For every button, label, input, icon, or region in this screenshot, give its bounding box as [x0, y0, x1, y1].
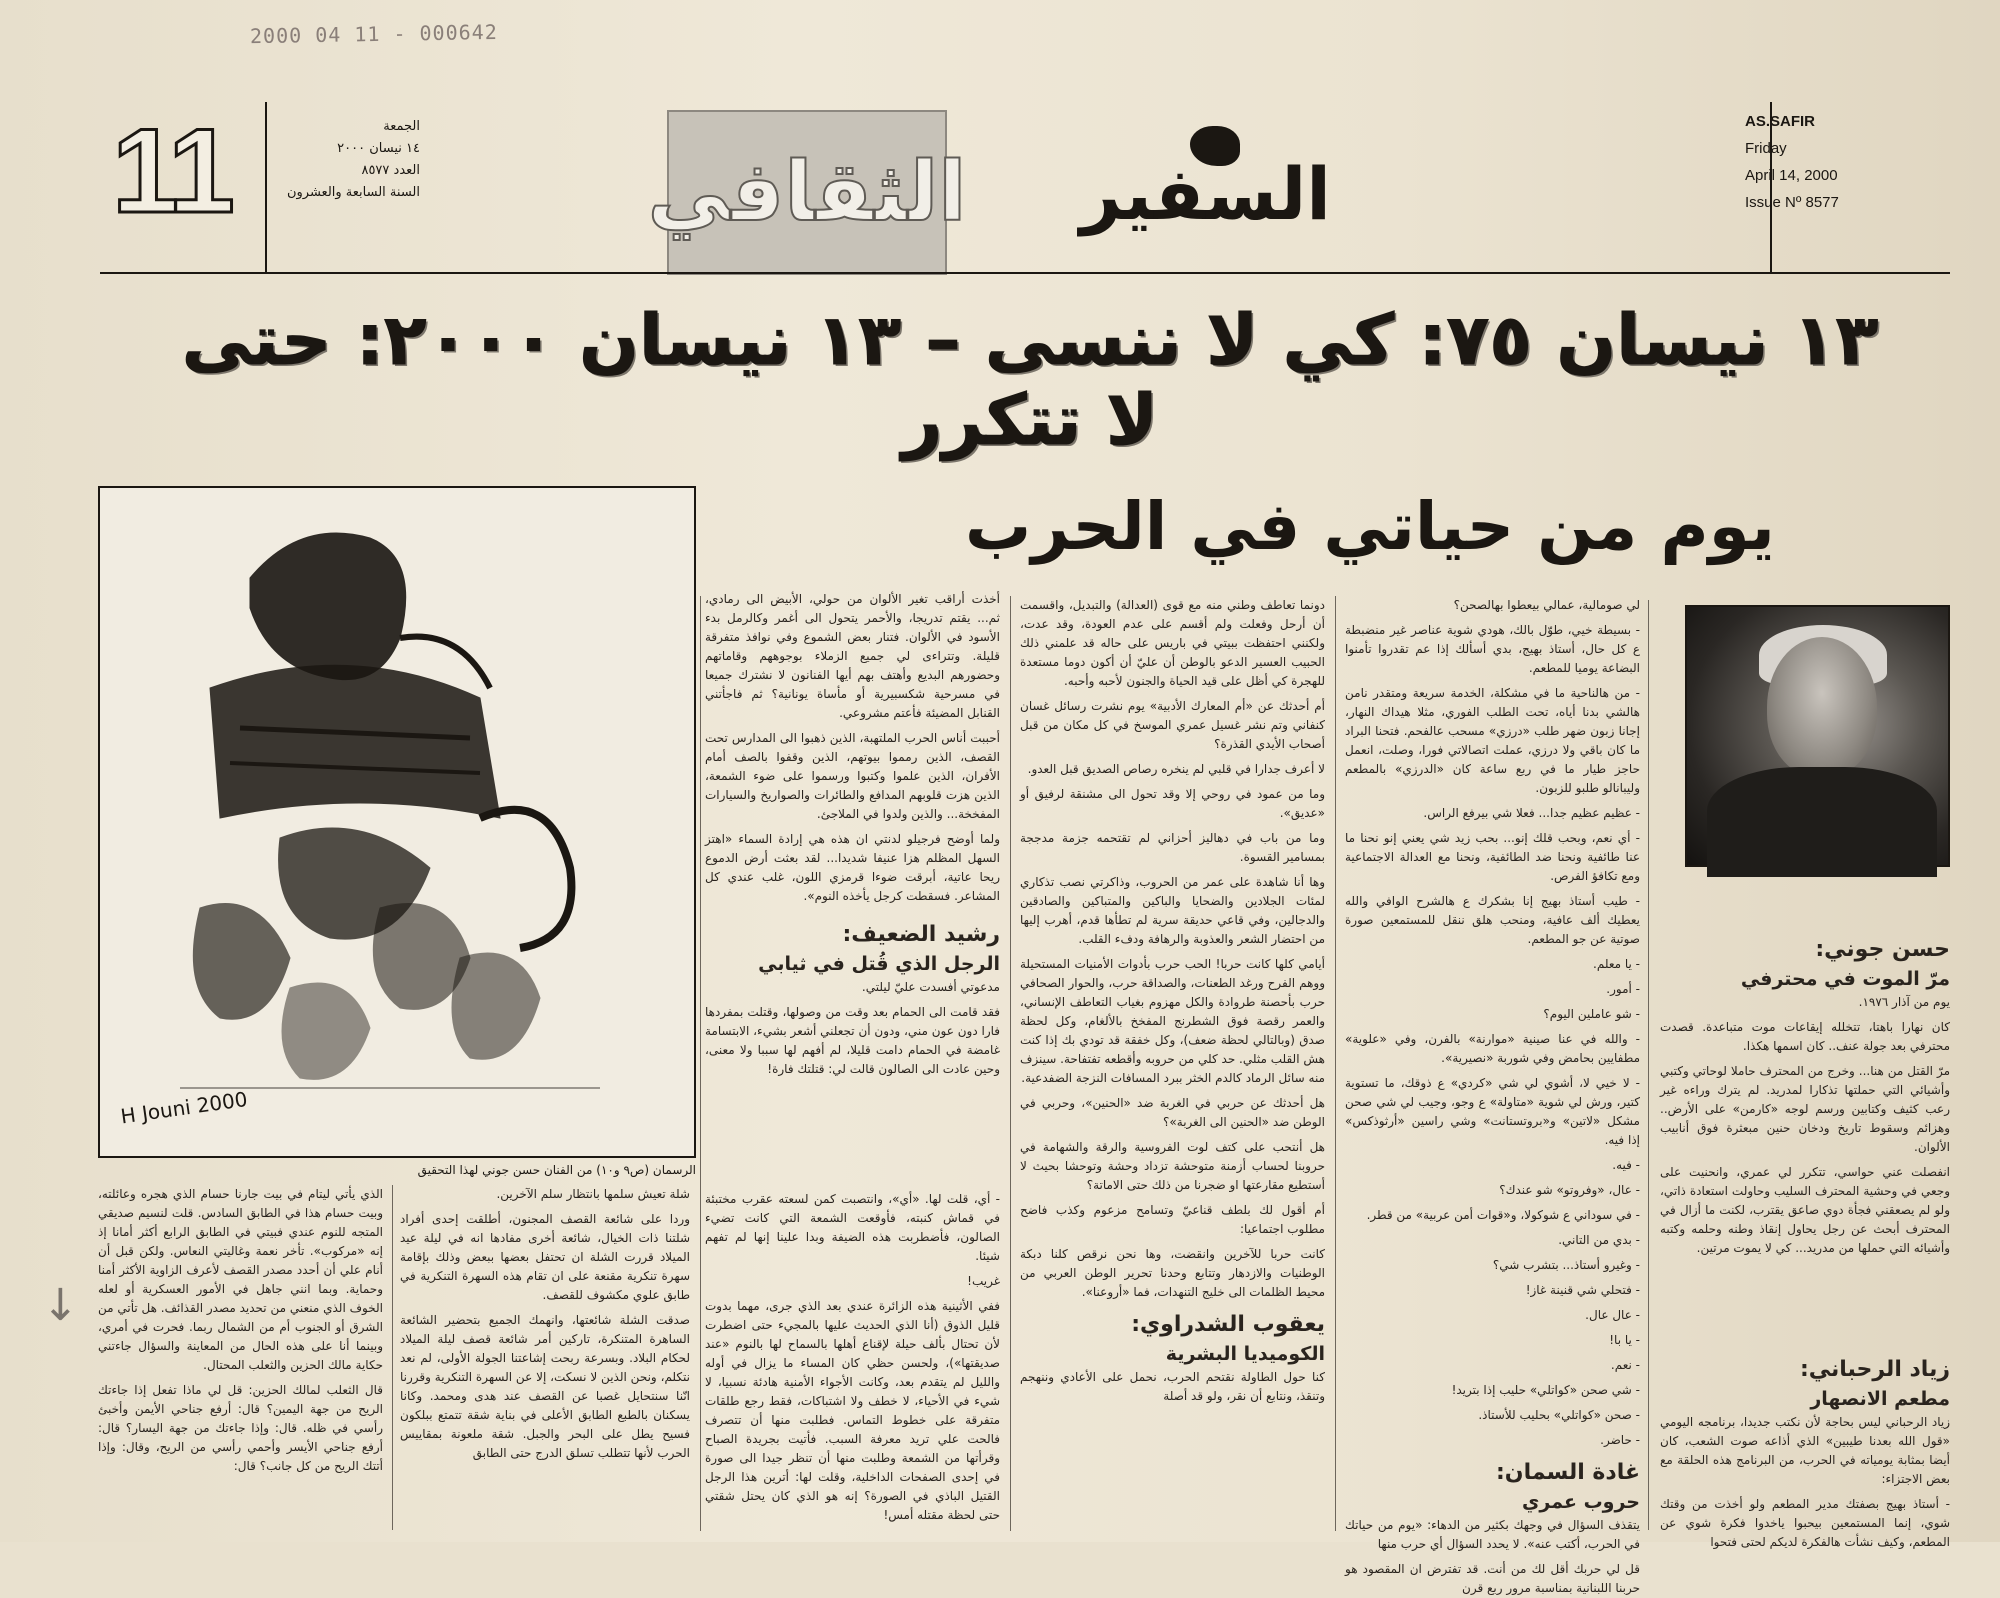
column-rule — [700, 596, 701, 1531]
paragraph: لا أعرف جدارا في قلبي لم ينخره رصاص الصديق قبل العدو. — [1027, 762, 1325, 776]
ink-drawing — [100, 488, 694, 1156]
paragraph: - شو عاملين اليوم؟ — [1543, 1007, 1640, 1021]
arabic-date-block — [280, 116, 420, 204]
paragraph: قال الثعلب لمالك الحزين: قل لي ماذا تفعل إذا جاءتك الريح من جهة اليمين؟ قال: أرفع جناحي الأيمن وأخبئ رأسي في ظله. قال: وإذا جاءتك من جهة اليسار؟ قال: أرفع جناحي الأيسر وأحمي رأسي من الريح، وقال: وإذا أتتك الريح من كل جانب؟ قال: — [98, 1383, 383, 1473]
paragraph: هل أنتحب على كتف لوت الفروسية والرقة والشهامة في حروبنا لحساب أزمنة متوحشة تزداد وحشة وتوحشا بحيث لا أستطيع مقارعتها او ضجرنا من ذلك حتى الاماتة؟ — [1020, 1140, 1325, 1192]
divider — [265, 102, 267, 272]
paragraph: مدعوتي أفسدت عليّ ليلتي. — [861, 980, 1000, 994]
english-day: Friday — [1745, 140, 1787, 157]
paragraph: - والله في عنا صينية «موارنة» بالفرن، وفي «علوية» مطفايين بحامض وفي شوربة «نصيرية». — [1345, 1032, 1640, 1065]
main-headline: ١٣ نيسان ٧٥: كي لا ننسى – ١٣ نيسان ٢٠٠٠: حتى لا تتكرر — [181, 299, 1879, 461]
paragraph: وما من باب في دهاليز أحزاني لم تقتحمه جزمة مدججة بمسامير القسوة. — [1020, 831, 1325, 864]
masthead-rule — [100, 272, 1950, 274]
paragraph: - بسيطة خيي، طوّل بالك، هودي شوية عناصر غير منضبطة ع كل حال، أستاذ بهيج، بدي أسألك إذا عم تقدروا تأمنوا البضاعة يوميا للمطعم. — [1345, 623, 1640, 675]
english-date-block — [1745, 108, 1895, 216]
paragraph: - أي، قلت لها. «أي»، وانتصبت كمن لسعته عقرب مختبئة في قماش كنبته، فأوقعت الشمعة التي كانت تضيء الصالون، فأضطربت هذه الضيفة وبدا علينا إنها لم تفهم شيئا. — [705, 1192, 1000, 1263]
paragraph: لي صومالية، عمالي بيعطوا بهالصحن؟ — [1453, 598, 1640, 612]
paragraph: وها أنا شاهدة على عمر من الحروب، وذاكرتي نصب تذكاري لمئات الجلادين والضحايا والباكين والمتباكين والصادقين والدجالين، وفي قاعي حديقة سرية لم تطأها قدم، أهرب إليها من احتضار الشعر والعذوبة والرهافة ودفء القلب. — [1020, 875, 1325, 946]
paragraph: وما من عمود في روحي إلا وقد تحول الى مشنقة لرفيق أو «عديق». — [1020, 787, 1325, 820]
paragraph: - عال عال. — [1585, 1308, 1640, 1322]
handwritten-archive-note: 2000 04 11 - 000642 — [249, 19, 498, 49]
paragraph: يوم من آذار ١٩٧٦. — [1858, 995, 1950, 1009]
arabic-day: الجمعة — [383, 119, 420, 134]
paragraph: أيامي كلها كانت حربا! الحب حرب بأدوات الأمنيات المستحيلة ووهم الفرح ورغد الطعنات، والصداقة حرب، والحوار الصحافي حرب بأحصنة طروادة والكل مهزوم بغياب التعاطف الإنساني، والعمر رقصة فوق الشطرنج المفخخ بالألغام، وكل لحظة صدق (وبالتالي لحظة ضعف)، وكل خفقة قد تودي بك إذا كنت هش القلب مثلي. حد كلي من حروبه وأقطعه تفتفاحة. سينزف منه سائل الرماد كالدم الخثر ببرد المسافات النزجة الضفدعية. — [1020, 957, 1325, 1085]
section-logo — [647, 110, 967, 275]
section-logo-text: الثقافي — [647, 145, 967, 240]
paragraph: - أي نعم، وبحب قلك إنو... بحب زيد شي يعني إنو نحنا ما عنا طائفية ونحنا ضد الطائفية، ونحنا مع العدالة الاجتماعية ومع تكافؤ الفرص. — [1345, 831, 1640, 883]
author-name: حسن جوني: — [1815, 937, 1950, 962]
paragraph: - صحن «كواتلي» بحليب للأستاذ. — [1478, 1408, 1640, 1422]
paragraph: أم أقول لك بلطف قناعيّ وتسامح مزعوم وكذب فاضح مطلوب اجتماعيا: — [1020, 1203, 1325, 1236]
author-name: رشيد الضعيف: — [842, 922, 1000, 947]
paragraph: صدقت الشلة شائعتها، وانهمك الجميع بتحضير الشائعة الساهرة المتنكرة، تاركين أمر شائعة قصف ليلة الميلاد لحكام البلاد. وبسرعة ربحت إشاعتنا الجولة الأولى، لم نعد نتكلم، ونحن الذين لا نسكت، إلا عن السهرة التنكرية وقررنا انّنا سنتحايل غصبا عن القصف عند هدى ومحمد. وكانا يسكنان بالطبع الطابق الأعلى في بناية شقة تتمتع ببلكون فسيح يطل على البحر والجبل. شقة ملعونة بمقاييس الحرب لأنها تتطلب تسلق الدرج حتى الطابق — [400, 1313, 690, 1460]
paragraph: قل لي حربك أقل لك من أنت. قد تفترض ان المقصود هو حربنا اللبنانية بمناسبة مرور ربع قرن — [1345, 1562, 1640, 1595]
paragraph: - نعم. — [1610, 1358, 1640, 1372]
article-title: حروب عمري — [1522, 1491, 1640, 1513]
paragraph: كان نهارا باهتا، تتخلله إيقاعات موت متباعدة. قصدت محترفي بعد جولة عنف.. كان اسمها هكذا. — [1660, 1020, 1950, 1053]
paragraph: ففي الأثينية هذه الزائرة عندي بعد الذي جرى، مهما بدوت قليل الذوق (أنا الذي الحديث عليها بالمجيء حتى اضطرت لأن تحتال بألف حيلة لإقناع أهلها بالسماح لها بالنوم «عند صديقتها»)، ولحسن حظي كان المساء ما يزال في أوله والليل لم يتقدم بعد، وكانت الأجواء الأمنية هادئة نسبيا، لا شيء في الأحياء، لا خطف ولا اشتباكات، فقط رجع طلقات متفرقة على خطوط التماس. فطلبت منها أن تتصرف فالحت علي تريد معرفة السبب. فأتيت بجريدة الصباح وقرأتها من الشمعة وطلبت منها أن تنظر جيدا الى صورة في إحدى الصفحات الداخلية، وقلت لها: أترين هذا الرجل القتيل الباذي في الصورة؟ إنه هو الذي كان يحتل شقتي حتى لحظة مقتله أمس! — [705, 1299, 1000, 1522]
paragraph: وردا على شائعة القصف المجنون، أطلقت إحدى أفراد شلتنا ذات الخيال، شائعة أخرى مفادها انه في ليلة عيد الميلاد قررت الشلة ان تحتفل بعضها ببعض وذلك بإقامة سهرة تنكرية مقنعة على ان تقام هذه السهرة التنكرية في طابق علوي مكشوف للقصف. — [400, 1212, 690, 1302]
column-rule — [392, 1185, 393, 1530]
paragraph: - عال، «وفروتو» شو عندك؟ — [1499, 1183, 1640, 1197]
paragraph: - من هالناحية ما في مشكلة، الخدمة سريعة ومتقدر نامن هالشي بدنا أياه، تحت الطلب الفوري، مثلا هيداك النهار، إجانا زبون ضهر طلب «درزي» مسحب عالفحم. فتحنا البراد ما كان باقي ولا درزي، عملت اتصالاتي فورا، وصلت، انعمل حاجز طيار ما في ربع ساعة كان «الدرزي» بالمطعم وليبانالو طلبو للزبون. — [1345, 686, 1640, 795]
article-ziad — [1660, 1355, 1950, 1549]
english-date: April 14, 2000 — [1745, 167, 1838, 184]
paragraph: - بدي من التاني. — [1558, 1233, 1640, 1247]
brand-name-english: AS.SAFIR — [1745, 113, 1816, 130]
paragraph: غريب! — [967, 1274, 1000, 1288]
column-rule — [1010, 596, 1011, 1531]
paragraph: مرّ القتل من هنا... وخرج من المحترف حاملا لوحاتي وكتبي وأشيائي التي حملتها تذكارا لمدريد. لم يترك وراءه غير رعب كثيف وكتابين ورسم لوجه «كارمن» على الأرض.. وهزائم وسقوط تاريخ ودخان حنين مبعثرة فوق أنابيب الألوان. — [1660, 1064, 1950, 1154]
article-title: مطعم الانصهار — [1810, 1388, 1950, 1410]
paragraph: - عظيم عظيم جدا... فعلا شي بيرفع الراس. — [1423, 806, 1640, 820]
page-number: 11 — [112, 104, 231, 238]
article-title: مرّ الموت في محترفي — [1740, 968, 1950, 990]
arabic-date: ١٤ نيسان ٢٠٠٠ — [337, 141, 420, 156]
article-left-column — [400, 1185, 690, 1530]
handwritten-arrow-icon: ↓ — [42, 1280, 79, 1331]
english-issue: Issue Nº 8577 — [1745, 194, 1839, 211]
paragraph: كنا حول الطاولة نقتحم الحرب، نحمل على الأعادي وننهجم وتنقذ، ونتابع أن نقر، ولو قد أصلة — [1020, 1370, 1325, 1403]
sub-headline: يوم من حياتي في الحرب — [965, 488, 1775, 565]
paragraph: انفصلت عني حواسي، تتكرر لي عمري، وانحنيت على وجعي في وحشية المحترف السليب وحاولت استعادة ذاتي، ولو لم يصعقني فجأة دوي صاعق يقترب، لكنت ما أزال في المحترف أبحث عن رجل يحاول إنقاذ وطنه وحلمه وكتبه وأشيائه التي حملها من مدريد... كي لا يموت مرتين. — [1660, 1165, 1950, 1255]
arabic-year: السنة السابعة والعشرون — [286, 185, 420, 200]
paragraph: - شي صحن «كواتلي» حليب إذا بتريد! — [1451, 1383, 1640, 1397]
article-title: الرجل الذي قُتل في ثيابي — [758, 953, 1000, 975]
author-name: يعقوب الشدراوي: — [1131, 1312, 1325, 1337]
paragraph: - أستاذ بهيج بصفتك مدير المطعم ولو أخذت من وقتك شوي، إنما المستمعين بيحبوا ياخدوا فكرة شوي عن المطعم، وكيف نشأت هالفكرة لديكم لحتى فتحوا — [1660, 1497, 1950, 1549]
paragraph: كانت حربا للآخرين وانقضت، وها نحن نرقص كلنا دبكة الوطنيات والازدهار وتتابع وحدنا تحرير الوطن العربي من محيط الظلمات الى خليج التنهدات، فما «أروعنا». — [1020, 1247, 1325, 1299]
paragraph: يتقذف السؤال في وجهك بكثير من الدهاء: «يوم من حياتك في الحرب، أكتب عنه». لا يحدد السؤال أي حرب منها — [1345, 1518, 1640, 1551]
arabic-issue: العدد ٨٥٧٧ — [361, 163, 420, 178]
paragraph: - فيه. — [1612, 1158, 1640, 1172]
article-far-left-column — [98, 1185, 383, 1530]
article-rashid-continued — [705, 1190, 1000, 1530]
paragraph: زياد الرحباني ليس بحاجة لأن نكتب جديدا، برنامجه اليومي «قول الله بعدنا طيبين» الذي أذاعه صوت الشعب، كان أيضا بمثابة يومياته في الحرب، من البرنامج هذه الحلقة مع بعض الاجتزاء: — [1660, 1415, 1950, 1486]
article-dialogue-column — [1345, 596, 1640, 1595]
author-name: زياد الرحباني: — [1799, 1357, 1950, 1382]
author-photo — [1685, 605, 1950, 867]
paragraph: - يا با! — [1609, 1333, 1640, 1347]
brand-name-arabic: السفير — [1080, 152, 1331, 236]
column-rule — [1648, 600, 1649, 1530]
paragraph: - طيب أستاذ بهيج إنا بشكرك ع هالشرح الوافي والله يعطيك ألف عافية، ومنحب هلق ننقل للمستمعين صورة صوتية عن جو المطعم. — [1345, 894, 1640, 946]
author-name: غادة السمان: — [1496, 1460, 1640, 1485]
paragraph: - وغيرو أستاذ... بتشرب شي؟ — [1492, 1258, 1640, 1272]
photo-face — [1767, 637, 1877, 777]
artist-signature: H Jouni 2000 — [119, 1086, 249, 1129]
paragraph: - في سوداني ع شوكولا، و«قوات أمن عربية» من قطر. — [1366, 1208, 1640, 1222]
paragraph: أخذت أراقب تغير الألوان من حولي، الأبيض الى رمادي، ثم... يقتم تدريجا، والأحمر يتحول الى أغمر وكالرمل بدء الأسود في الألوان. فتنار بعض الشموع وفي نوافذ متفرقة قليلة. وتتراءى لي جميع الزملاء بوجوههم وقاماتهم وحضورهم البديع وأهتف بهم أيها الفنانون لا نشترك جميعا في مسرحية شكسبيرية أو مأساة يونانية؟ ثم فاجأتني القنابل المضيئة فأعتم مشروعي. — [705, 592, 1000, 720]
artwork-illustration — [98, 486, 696, 1158]
paragraph: - حاضر. — [1600, 1433, 1640, 1447]
paragraph: دونما تعاطف وطني منه مع قوى (العدالة) والتبديل، واقسمت أن أرحل وفعلت ولم أقسم على عدم العودة، وقد عدت، ولكنني احتفظت ببيتي في باريس على حاله قد علمني ذلك الحبيب العسير الدعو بالوطن أن عليّ أن أكون دوما مستعدة للهجرة كي أظل على قيد الحياة والجنون لأحبه وأحبه. — [1020, 598, 1325, 688]
paragraph: - فتحلي شي قنينة غاز! — [1525, 1283, 1640, 1297]
artwork-caption: الرسمان (ص٩ و١٠) من الفنان حسن جوني لهذا التحقيق — [417, 1163, 696, 1177]
paragraph: هل أحدثك عن حربي في الغربة ضد «الحنين»، وحربي في الوطن ضد «الحنين الى الغربة»؟ — [1020, 1096, 1325, 1129]
paragraph: أحببت أناس الحرب الملتهبة، الذين ذهبوا الى المدارس تحت القصف، الذين رمموا بيوتهم، الذين وقفوا بالصف أمام الأفران، الذين علموا وكتبوا ورسموا على ضوء الشمعة، الذين هزت قلوبهم المدافع والطائرات والصواريخ والسيارات المفخخة... والذين ولدوا في الملاجئ. — [705, 731, 1000, 821]
paragraph: فقد قامت الى الحمام بعد وقت من وصولها، وقتلت بمفردها فارا دون عون مني، ودون أن تجعلني أشعر بشيء، الابتسامة غامضة في الحمام دامت قليلا، لم أفهم لها سببا ولا معنى، وحين عادت الى الصالون قالت لي: قتلتك فارة! — [705, 1005, 1000, 1076]
masthead — [100, 96, 1950, 276]
paragraph: الذي يأتي ليتام في بيت جارنا حسام الذي هجره وعائلته، وبيت حسام هذا في الطابق السادس. قلت لنسيم صديقي المتجه للنوم عندي فبيتي في الطابق الرابع أكثر أمانا إذ إنه «مركوب». تأخر نعمة وغاليتي النعاس. ولكن قبل أن أنام علي أن أحدد مصدر القصف لأعرف الزاوية الأكثر أمنا وحماية. وبما انني جاهل في الأمور العسكرية أو لعله الخوف الذي منعني من تحديد مصدر القذائف. هل تأتي من الشرق أو الجنوب أم من الشمال ربما. فحرت في أمري، وبينما أنا على هذه الحال من المعاينة والسؤال جاءتني حكاية مالك الحزين والثعلب المحتال. — [98, 1187, 383, 1372]
paragraph: أم أحدثك عن «أم المعارك الأدبية» يوم نشرت رسائل غسان كنفاني وتم نشر غسيل عمري الموسخ في كل مكان من قبل أصحاب الأيدي القذرة؟ — [1020, 699, 1325, 751]
paragraph: - أمور. — [1606, 982, 1640, 996]
paragraph: - لا خيي لا، أشوي لي شي «كردي» ع ذوقك، ما تستوية كتير، ورش لي شوية «متاولة» ع وجو، وجيب لي شي صحن مشكل «لاتين» و«بروتستانت» وشي راسين «أرثوذكس» إذا فيه. — [1345, 1076, 1640, 1147]
photo-suit — [1707, 767, 1937, 877]
paragraph: ولما أوضح فرجيلو لدنتي ان هذه هي إرادة السماء «اهتز السهل المظلم هزا عنيفا شديدا... لقد بعثت أرض الدموع ريحا عاتية، أبرقت ضوءا قرمزي اللون، غلب عندي كل المشاعر. فسقطت كرجل يأخذه النوم». — [705, 832, 1000, 903]
article-war-column — [1020, 596, 1325, 1531]
paragraph: - يا معلم. — [1593, 957, 1640, 971]
article-colors-column — [705, 590, 1000, 1190]
article-title: الكوميديا البشرية — [1165, 1343, 1325, 1365]
paragraph: شلة تعيش سلمها بانتظار سلم الآخرين. — [496, 1187, 690, 1201]
column-rule — [1335, 596, 1336, 1531]
